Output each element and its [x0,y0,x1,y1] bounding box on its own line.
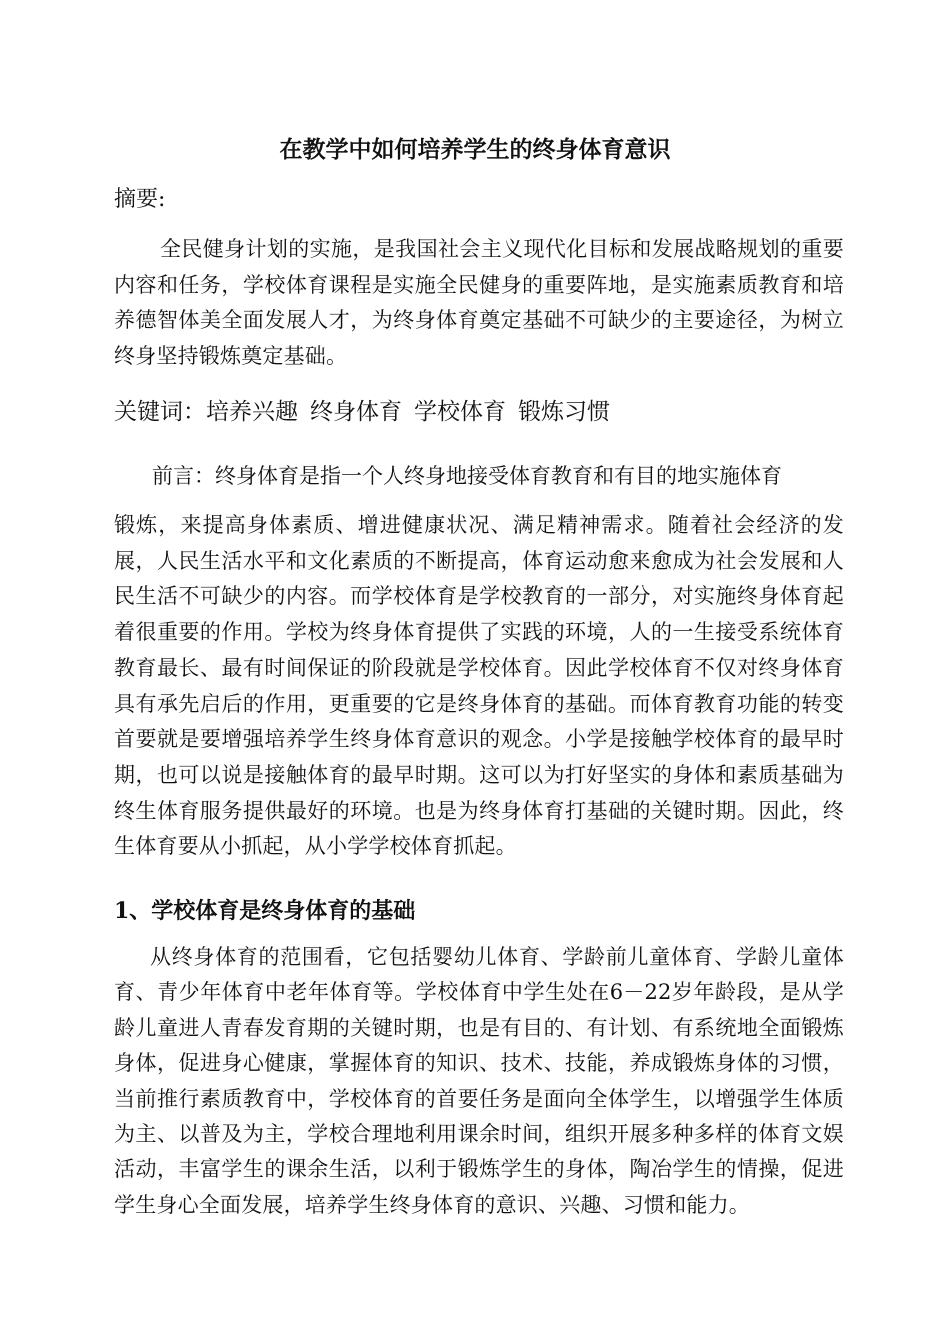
abstract-label: 摘要: [114,187,166,212]
preface-text: 锻炼，来提高身体素质、增进健康状况、满足精神需求。随着社会经济的发展，人民生活水平和文化素质的不断提高，体育运动愈来愈成为社会发展和人民生活不可缺少的内容。而学校体育是学校教育的一部分，对实施终身体育起着很重要的作用。学校为终身体育提供了实践的环境，人的一生接受系统体育教育最长、最有时间保证的阶段就是学校体育。因此学校体育不仅对终身体育具有承先启后的作用，更重要的它是终身体育的基础。而体育教育功能的转变首要就是要增强培养学生终身体育意识的观念。小学是接触学校体育的最早时期，也可以说是接触体育的最早时期。这可以为打好坚实的身体和素质基础为终生体育服务提供最好的环境。也是为终身体育打基础的关键时期。因此，终生体育要从小抓起，从小学学校体育抓起。 [114,513,844,859]
document-title: 在教学中如何培养学生的终身体育意识 [279,136,671,163]
section-heading: 1、学校体育是终身体育的基础 [114,898,416,924]
keyword-item: 学校体育 [414,399,506,425]
preface-first-line: 前言：终身体育是指一个人终身地接受体育教育和有目的地实施体育 [152,464,782,488]
keyword-item: 培养兴趣 [206,399,298,425]
section-text: 从终身体育的范围看，它包括婴幼儿体育、学龄前儿童体育、学龄儿童体育、青少年体育中老年体育等。学校体育中学生处在6－22岁年龄段，是从学龄儿童进人青春发育期的关键时期，也是有目的、有计划、有系统地全面锻炼身体，促进身心健康，掌握体育的知识、技术、技能，养成锻炼身体的习惯，当前推行素质教育中，学校体育的首要任务是面向全体学生，以增强学生体质为主、以普及为主，学校合理地利用课余时间，组织开展多种多样的体育文娱活动，丰富学生的课余生活，以利于锻炼学生的身体，陶冶学生的情操，促进学生身心全面发展，培养学生终身体育的意识、兴趣、习惯和能力。 [114,945,844,1217]
keywords-line [114,393,622,431]
keywords-label: 关键词： [114,399,206,425]
abstract-text: 全民健身计划的实施，是我国社会主义现代化目标和发展战略规划的重要内容和任务，学校体育课程是实施全民健身的重要阵地，是实施素质教育和培养德智体美全面发展人才，为终身体育奠定基础不可缺少的主要途径，为树立终身坚持锻炼奠定基础。 [114,237,844,368]
keyword-item: 终身体育 [310,399,402,425]
keyword-item: 锻炼习惯 [518,399,610,425]
